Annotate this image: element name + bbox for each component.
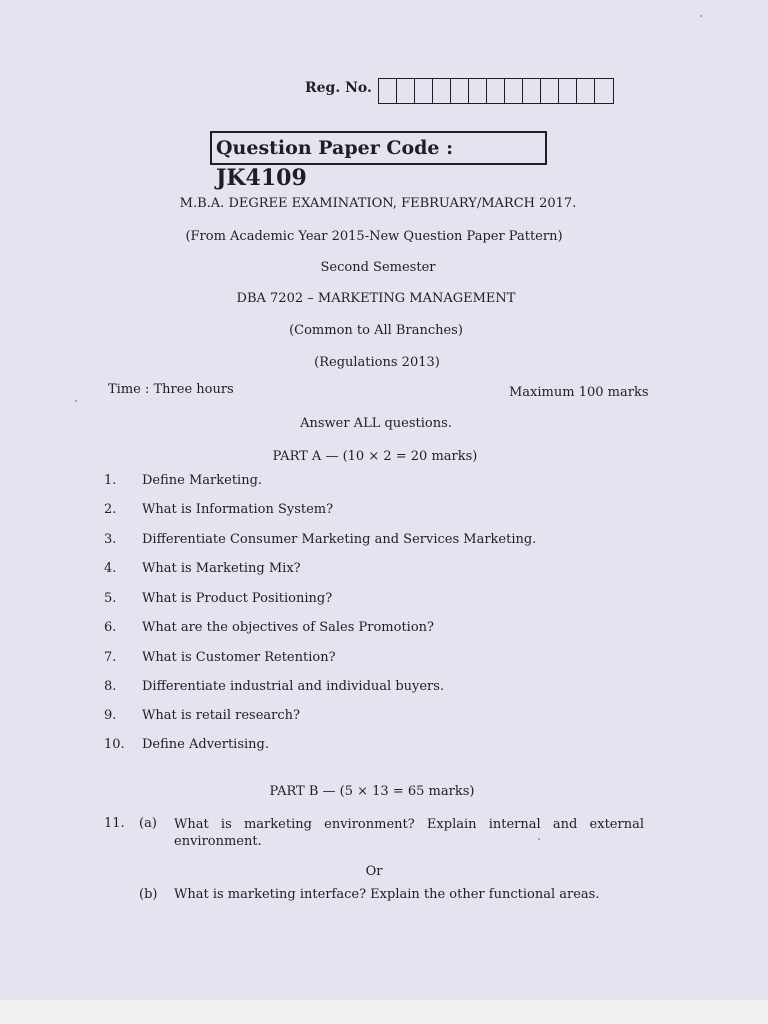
reg-no-label: Reg. No. [305,80,372,96]
maximum-marks: Maximum 100 marks [509,385,649,400]
scan-speck [700,15,702,17]
reg-no-digit-box [469,79,487,103]
question-text: What is Marketing Mix? [142,561,301,576]
question-number: 7. [104,650,117,665]
scan-speck [538,838,540,840]
reg-no-digit-box [523,79,541,103]
option-a-text: What is marketing environment? Explain internal and external environment. [174,817,644,849]
question-paper-code-label: Question Paper Code : [216,137,454,159]
reg-no-digit-box [541,79,559,103]
question-text: What is Information System? [142,502,334,517]
part-a-heading: PART A — (10 × 2 = 20 marks) [272,449,478,464]
question-number: 3. [104,532,117,547]
question-number: 8. [104,679,117,694]
reg-no-digit-box [487,79,505,103]
question-number: 6. [104,620,117,635]
question-text: What is Customer Retention? [142,650,336,665]
question-text: Differentiate industrial and individual buyers. [142,679,445,694]
reg-no-digit-box [595,79,613,103]
question-text: What are the objectives of Sales Promotion? [142,620,435,635]
question-number: 9. [104,708,117,723]
reg-no-digit-box [451,79,469,103]
question-text: Differentiate Consumer Marketing and Services Marketing. [142,532,537,547]
subject-title: DBA 7202 – MARKETING MANAGEMENT [236,291,516,306]
question-text: Define Advertising. [142,737,269,752]
reg-no-digit-box [379,79,397,103]
academic-year-note: (From Academic Year 2015-New Question Paper Pattern) [185,229,563,244]
question-text: What is retail research? [142,708,300,723]
question-number: 5. [104,591,117,606]
question-number: 11. [104,816,125,831]
reg-no-boxes [378,78,614,104]
question-text: Define Marketing. [142,473,263,488]
regulations-note: (Regulations 2013) [314,355,440,370]
option-b-text: What is marketing interface? Explain the other functional areas. [174,887,600,902]
or-separator: Or [365,864,383,879]
exam-title: M.B.A. DEGREE EXAMINATION, FEBRUARY/MARCH 2017. [179,196,577,211]
reg-no-digit-box [559,79,577,103]
question-paper-code: JK4109 [216,165,307,191]
semester: Second Semester [320,260,436,275]
option-b-label: (b) [139,887,158,902]
scan-bottom-edge [0,1000,768,1024]
question-number: 1. [104,473,117,488]
instruction: Answer ALL questions. [300,416,452,431]
exam-duration: Time : Three hours [108,382,234,397]
question-paper-code-box [210,131,547,191]
branches-note: (Common to All Branches) [289,323,463,338]
reg-no-digit-box [577,79,595,103]
reg-no-digit-box [505,79,523,103]
reg-no-digit-box [397,79,415,103]
part-b-heading: PART B — (5 × 13 = 65 marks) [269,784,475,799]
question-text: What is Product Positioning? [142,591,333,606]
question-number: 2. [104,502,117,517]
reg-no-digit-box [433,79,451,103]
question-number: 10. [104,737,125,752]
reg-no-digit-box [415,79,433,103]
question-number: 4. [104,561,117,576]
scan-speck [75,400,77,402]
option-a-label: (a) [139,816,157,831]
